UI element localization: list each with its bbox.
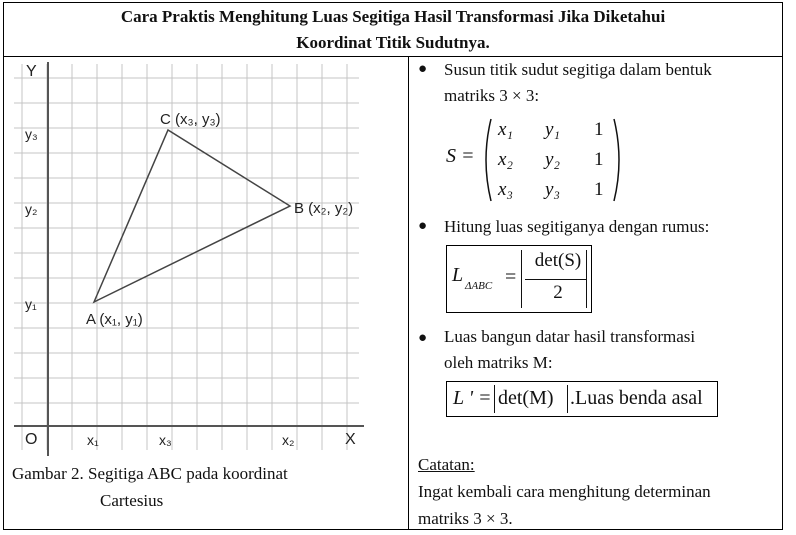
bullet-dot: ● bbox=[418, 330, 428, 346]
point-c-label: C (x₃, y₃) bbox=[160, 111, 221, 128]
step-2-text: Hitung luas segitiganya dengan rumus: bbox=[444, 217, 710, 236]
figure-caption bbox=[12, 460, 402, 514]
title-line-1: Cara Praktis Menghitung Luas Segitiga Hasil Transformasi Jika Diketahui bbox=[120, 7, 666, 26]
left-paren bbox=[479, 117, 493, 203]
matrix-cell: 1 bbox=[594, 119, 604, 140]
title-line-2: Koordinat Titik Sudutnya. bbox=[296, 33, 490, 52]
transform-det: det(M) bbox=[498, 387, 554, 409]
page-title bbox=[3, 2, 783, 57]
tick-x1: x₁ bbox=[87, 432, 99, 448]
transform-lhs: L ' = bbox=[453, 387, 492, 409]
abs-bar-right bbox=[586, 250, 587, 308]
abs-bar-left bbox=[494, 385, 495, 413]
step-1-text bbox=[444, 57, 712, 109]
matrix-s bbox=[446, 117, 646, 203]
area-lhs: L bbox=[452, 264, 464, 286]
matrix-cell: 1 bbox=[594, 179, 604, 200]
transform-rest: .Luas benda asal bbox=[570, 387, 703, 409]
bullet-dot: ● bbox=[418, 218, 428, 234]
note bbox=[418, 451, 711, 532]
y-axis-label: Y bbox=[26, 63, 37, 80]
abs-bar-right bbox=[567, 385, 568, 413]
tick-x2: x₂ bbox=[282, 432, 295, 448]
matrix-cell: y₂ bbox=[545, 149, 561, 170]
area-numerator: det(S) bbox=[534, 250, 582, 271]
bullet-dot: ● bbox=[418, 61, 428, 77]
step-3-line-1: Luas bangun datar hasil transformasi bbox=[444, 327, 696, 346]
triangle-abc bbox=[94, 130, 290, 302]
point-a-label: A (x₁, y₁) bbox=[86, 311, 143, 328]
note-line-2: matriks 3 × 3. bbox=[418, 509, 513, 528]
area-denominator: 2 bbox=[553, 282, 563, 303]
column-divider bbox=[408, 56, 409, 530]
step-1-line-1: Susun titik sudut segitiga dalam bentuk bbox=[444, 60, 712, 79]
caption-line-2: Cartesius bbox=[100, 491, 164, 510]
right-paren bbox=[612, 117, 626, 203]
abs-bar-left bbox=[521, 250, 522, 308]
area-lhs-subscript: ΔABC bbox=[465, 280, 493, 292]
matrix-cell: 1 bbox=[594, 149, 604, 170]
area-equals: = bbox=[505, 266, 517, 288]
point-b-label: B (x₂, y₂) bbox=[294, 200, 354, 217]
note-heading: Catatan: bbox=[418, 455, 475, 474]
origin-label: O bbox=[25, 431, 38, 448]
step-3-line-2: oleh matriks M: bbox=[444, 353, 553, 372]
matrix-cell: x₁ bbox=[498, 119, 514, 140]
tick-y1: y₁ bbox=[25, 296, 37, 312]
area-formula-box bbox=[446, 245, 592, 313]
step-1-line-2: matriks 3 × 3: bbox=[444, 86, 540, 105]
fraction-bar bbox=[525, 279, 587, 280]
matrix-cell: y₃ bbox=[545, 179, 561, 200]
step-3-text bbox=[444, 324, 695, 376]
x-axis-label: X bbox=[345, 431, 356, 448]
cartesian-figure bbox=[14, 58, 394, 458]
note-line-1: Ingat kembali cara menghitung determinan bbox=[418, 482, 711, 501]
matrix-cell: x₃ bbox=[498, 179, 514, 200]
matrix-lhs: S = bbox=[446, 145, 475, 167]
transform-formula-box bbox=[446, 381, 718, 417]
matrix-cell: x₂ bbox=[498, 149, 514, 170]
caption-line-1: Gambar 2. Segitiga ABC pada koordinat bbox=[12, 464, 288, 483]
tick-y2: y₂ bbox=[25, 201, 38, 217]
tick-y3: y₃ bbox=[25, 126, 38, 142]
matrix-cell: y₁ bbox=[545, 119, 561, 140]
tick-x3: x₃ bbox=[159, 432, 172, 448]
